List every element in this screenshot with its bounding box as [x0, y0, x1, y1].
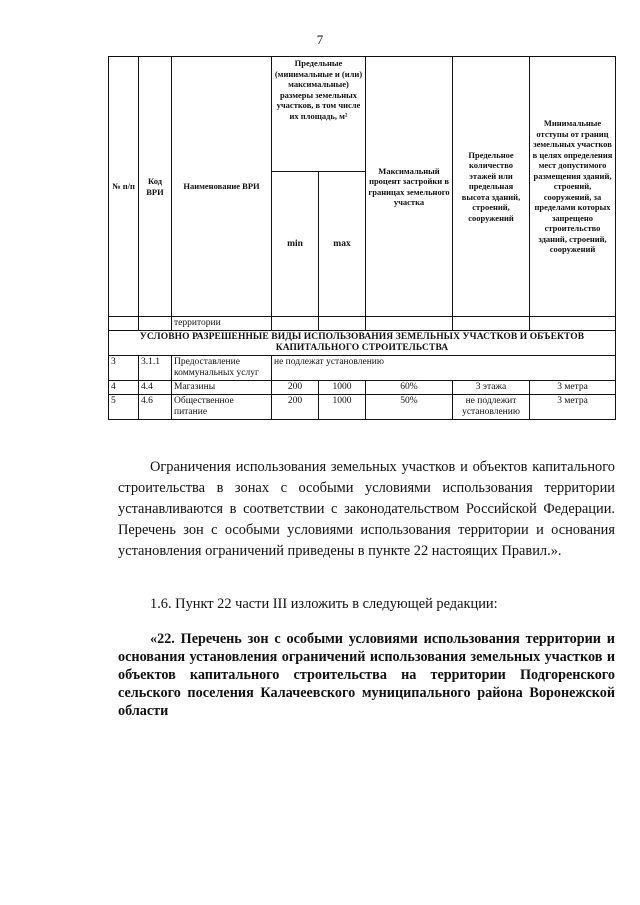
row-num: 3	[109, 356, 139, 381]
row-name: Предоставление коммунальных услуг	[172, 356, 272, 381]
header-min: min	[272, 172, 319, 317]
row-setback: 3 метра	[530, 395, 616, 420]
header-name: Наименование ВРИ	[172, 57, 272, 317]
row-merged-note: не подлежат установлению	[272, 356, 616, 381]
header-max: max	[319, 172, 366, 317]
row-code: 4.4	[139, 381, 172, 395]
row-coverage: 50%	[366, 395, 453, 420]
continuation-cell: территории	[172, 317, 272, 331]
row-code: 4.6	[139, 395, 172, 420]
paragraph-section-22-title: «22. Перечень зон с особыми условиями использования территории и основания установления ограничений использования земельных участков и объектов капитального строительства на территории Подгоренского сельского поселения Калачеевского муниципального района Воронежской области	[118, 631, 615, 719]
section-title: УСЛОВНО РАЗРЕШЕННЫЕ ВИДЫ ИСПОЛЬЗОВАНИЯ ЗЕМЕЛЬНЫХ УЧАСТКОВ И ОБЪЕКТОВ КАПИТАЛЬНОГО СТРОИТЕЛЬСТВА	[109, 331, 616, 356]
zoning-table	[108, 56, 616, 420]
paragraph-restrictions: Ограничения использования земельных участков и объектов капитального строительства в зонах с особыми условиями использования территории устанавливаются в соответствии с законодательством Российской Федерации. Перечень зон с особыми условиями использования территории и основания установления ограничений приведены в пункте 22 настоящих Правил.».	[118, 459, 615, 559]
row-floors: 3 этажа	[453, 381, 530, 395]
table-row	[109, 381, 616, 395]
row-name: Общественное питание	[172, 395, 272, 420]
row-num: 4	[109, 381, 139, 395]
row-max: 1000	[319, 395, 366, 420]
paragraph-amendment: 1.6. Пункт 22 части III изложить в следующей редакции:	[150, 596, 498, 612]
header-code: Код ВРИ	[139, 57, 172, 317]
row-code: 3.1.1	[139, 356, 172, 381]
header-num: № п/п	[109, 57, 139, 317]
row-min: 200	[272, 381, 319, 395]
row-num: 5	[109, 395, 139, 420]
header-coverage: Максимальный процент застройки в границах земельного участка	[366, 57, 453, 317]
row-name: Магазины	[172, 381, 272, 395]
table-row	[109, 395, 616, 420]
page-number: 7	[316, 32, 324, 47]
header-setbacks: Минимальные отступы от границ земельных участков в целях определения мест допустимого размещения зданий, строений, сооружений, за пределами которых запрещено строительство зданий, строений, сооружений	[530, 57, 616, 317]
row-min: 200	[272, 395, 319, 420]
header-floors: Предельное количество этажей или предельная высота зданий, строений, сооружений	[453, 57, 530, 317]
header-sizes: Предельные (минимальные и (или) максимальные) размеры земельных участков, в том числе их площадь, м²	[272, 57, 366, 172]
row-max: 1000	[319, 381, 366, 395]
row-setback: 3 метра	[530, 381, 616, 395]
table-row	[109, 356, 616, 381]
row-coverage: 60%	[366, 381, 453, 395]
row-floors: не подлежит установлению	[453, 395, 530, 420]
